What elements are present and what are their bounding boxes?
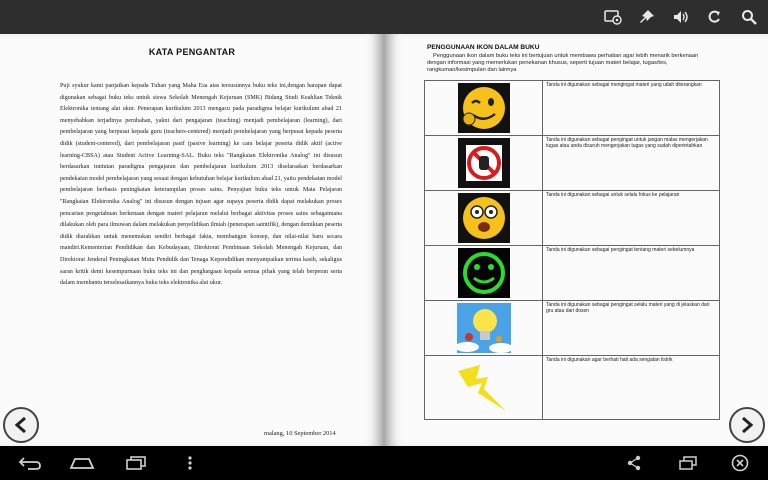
back-icon[interactable]	[16, 454, 44, 472]
green-smiley-icon	[458, 248, 510, 298]
search-icon[interactable]	[738, 6, 760, 28]
chevron-left-icon	[13, 416, 29, 434]
next-page-button[interactable]	[729, 407, 765, 443]
reader-toolbar	[0, 0, 768, 34]
icon-cell	[425, 136, 543, 191]
table-row	[425, 81, 720, 136]
icon-cell	[425, 356, 543, 420]
row-description: Tanda ini digunakan sebagai pengingat tentang materi sebelumnya	[543, 246, 720, 301]
section-intro: Penggunaan ikon dalam buku teks ini bertujuan untuk membawa perhatian agar lebih menarik berkenaan dengan informasi yang memerlukan penekanan khusus, seperti tujuan materi belajar, tugas/tes, rangkuman/kesimpulan dan lainnya	[427, 53, 699, 73]
table-row	[425, 356, 720, 420]
foreword-text: Puji syukur kami panjatkan kepada Tuhan yang Maha Esa atas tersusunnya buku teks ini,dengan harapan dapat digunakan sebagai buku teks untuk siswa Sekolah Menengah Kejuruan (SMK) Bidang Studi Keahlian Teknik Elektronika tentang alat ukur. Penerapan kurikulum 2013 mengacu pada paradigma belajar kurikulum abad 21 menyebabkan terjadinya perubahan, yakni dari pengajaran (teaching) menjadi pembelajaran (learning), dari pembelajaran yang berpusat kepada guru (teachers-centered) menjadi pembelajaran yang berpusat kepada peserta didik (student-centered), dari pembelajaran pasif (pasive learning) ke cara belajar peserta didik aktif (active learning-CBSA) atau Student Active Learning-SAL. Buku teks "Rangkaian Elektronika Analog" ini disusun berdasarkan tuntutan paradigma pengajaran dan pembelajaran kurikulum 2013 diselaraskan berdasarkan pendekatan model pembelajaran yang sesuai dengan kebutuhan belajar kurikulum abad 21, yaitu pendekatan model pembelajaran berbasis peningkatan keterampilan proses sains. Penyajian buku teks untuk Mata Pelajaran "Rangkaian Elektronika Analog" ini disusun dengan tujuan agar supaya peserta didik dapat melakukan proses pencarian pengetahuan berkenaan dengan materi pelajaran melalui berbagai aktivitas proses sains sebagaimana dilakukan oleh para ilmuwan dalam melakukan penyelidikan ilmiah (penerapan saintifik), dengan demikian peserta didik diarahkan untuk menemukan sendiri berbagai fakta, membangun konsep, dan nilai-nilai baru secara mandiri.Kementerian Pendidikan dan Kebudayaan, Direktorat Pembinaan Sekolah Menengah Kejuruan, dan Direktorat Jenderal Peningkatan Mutu Pendidik dan Tenaga Kependidikan menyampaikan terima kasih, sekaligus saran kritik demi kesempurnaan buku teks ini dan penghargaan kepada semua pihak yang telah berperan serta dalam membantu terselesaikannya buku teks elektronika alat ukur.	[60, 83, 342, 287]
table-row	[425, 246, 720, 301]
stop-hand-icon	[458, 138, 510, 188]
icon-legend-table	[424, 80, 720, 420]
share-icon[interactable]	[620, 454, 648, 472]
home-icon[interactable]	[68, 454, 96, 472]
close-icon[interactable]	[726, 454, 754, 472]
row-description: Tanda ini digunakan sebagai pengingat untuk jangan malas mengerjakan tugas atau anda disuruh mengerjakan tugas yang sudah diperintahkan	[543, 136, 720, 191]
recent-apps-icon[interactable]	[122, 454, 150, 472]
signature-date: malang, 10 September 2014	[264, 430, 336, 437]
prev-page-button[interactable]	[3, 407, 39, 443]
lightning-bolt-icon	[454, 361, 514, 415]
window-icon[interactable]	[674, 454, 702, 472]
row-description: Tanda ini digunakan agar berhati hati ada sengatan listrik	[543, 356, 720, 420]
gallery-settings-icon[interactable]	[602, 6, 624, 28]
right-page[interactable]	[384, 34, 768, 446]
row-description: Tanda ini digunakan sebagai untuk selalu fokus ke pelajaran	[543, 191, 720, 246]
system-navigation-bar	[0, 446, 768, 480]
row-description: Tanda ini digunakan sebagai pengingat selalu materi yang di jelaskan dari gru atau dari dosen	[543, 301, 720, 356]
bookmark-pin-icon[interactable]	[636, 6, 658, 28]
table-row	[425, 136, 720, 191]
surprised-face-icon	[458, 193, 510, 243]
left-page[interactable]	[0, 34, 384, 446]
book-spread	[0, 34, 768, 446]
rotate-icon[interactable]	[704, 6, 726, 28]
chevron-right-icon	[739, 416, 755, 434]
volume-icon[interactable]	[670, 6, 692, 28]
icon-cell	[425, 246, 543, 301]
icon-cell	[425, 301, 543, 356]
menu-dots-icon[interactable]	[176, 454, 204, 472]
table-row	[425, 301, 720, 356]
icon-cell	[425, 191, 543, 246]
winking-face-icon	[458, 83, 510, 133]
page-title: KATA PENGANTAR	[148, 47, 236, 57]
table-row	[425, 191, 720, 246]
lightbulb-icon	[457, 303, 511, 353]
toolbar-icons	[602, 6, 760, 28]
icon-cell	[425, 81, 543, 136]
section-title: PENGGUNAAN IKON DALAM BUKU	[427, 44, 540, 51]
row-description: Tanda ini digunakan sebagai mengingat materi yang udah diterangkan	[543, 81, 720, 136]
